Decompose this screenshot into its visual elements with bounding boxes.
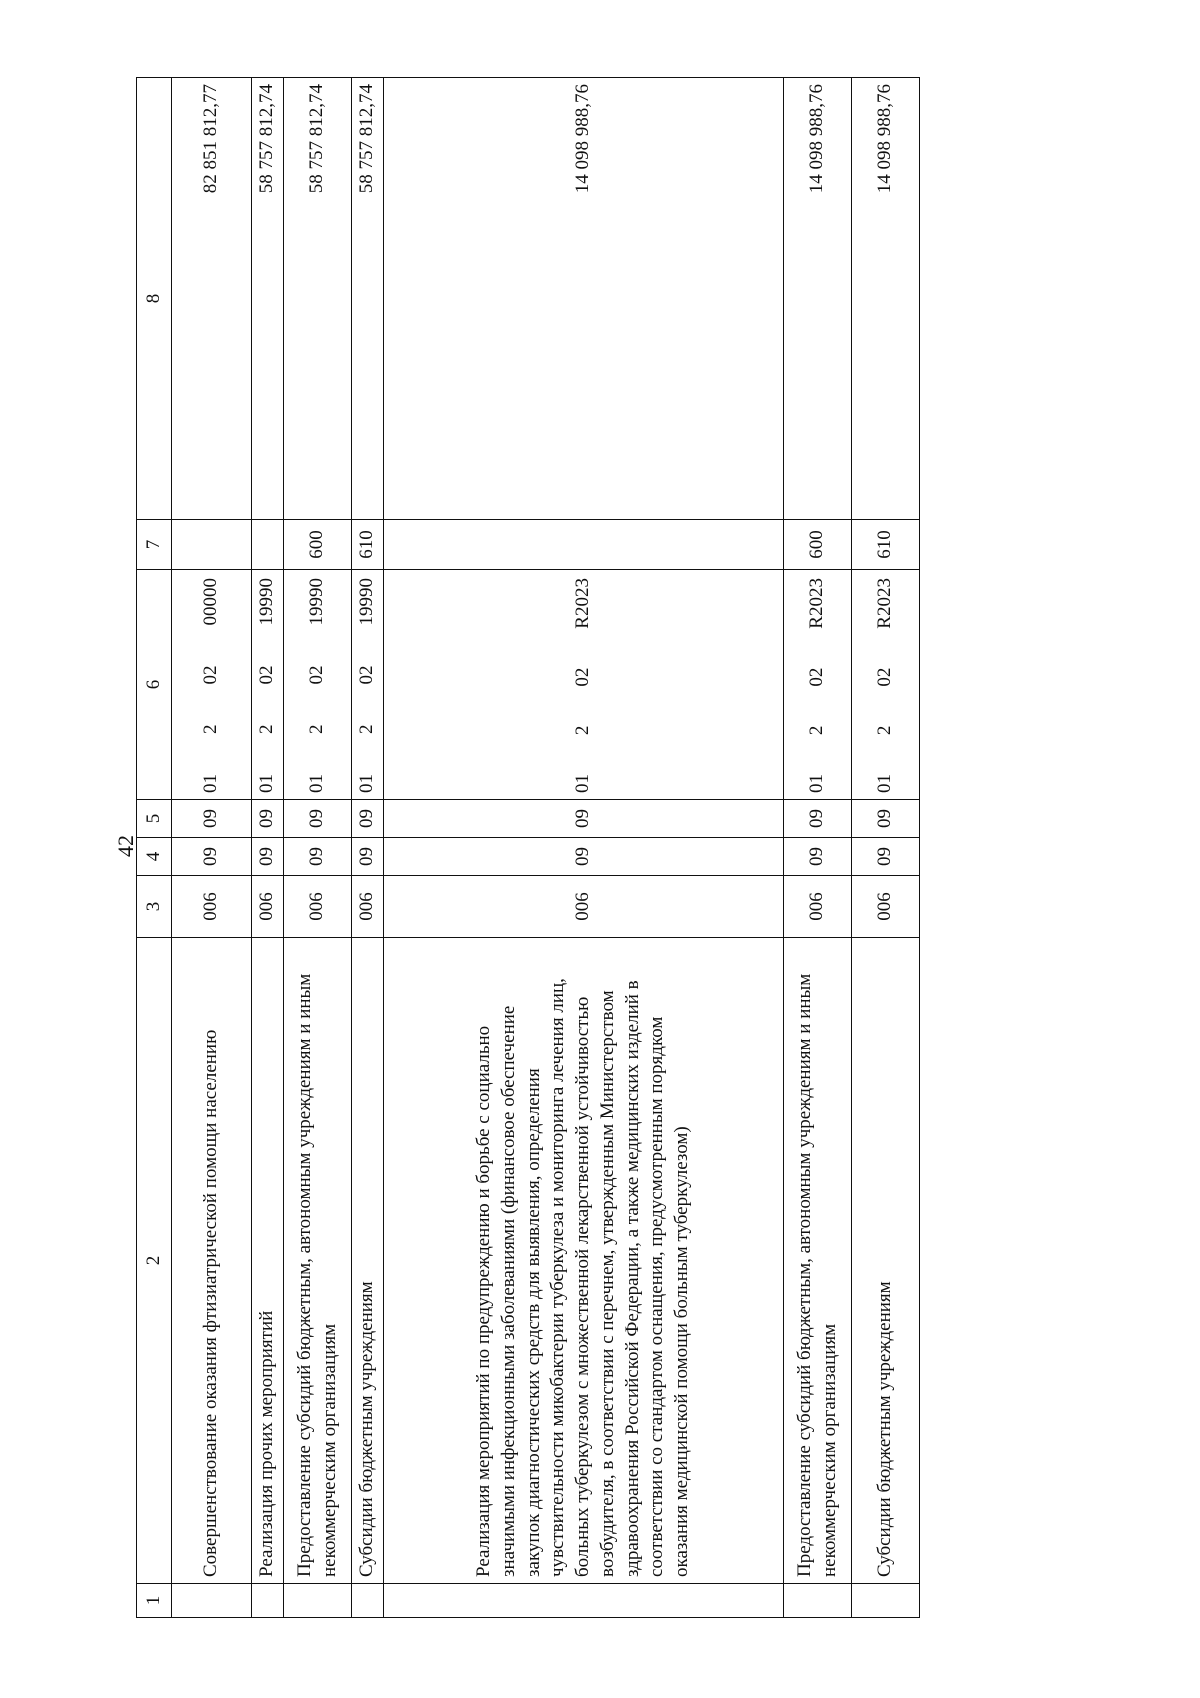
csr-subprogram: 2 xyxy=(356,724,378,734)
csr-subprogram: 2 xyxy=(306,724,328,734)
csr-activity: 02 xyxy=(356,665,378,685)
csr-program: 01 xyxy=(200,774,222,793)
row-number-cell xyxy=(252,1584,284,1618)
csr-activity: 02 xyxy=(200,665,222,685)
table-row xyxy=(384,78,784,1618)
amount-cell: 58 757 812,74 xyxy=(252,78,284,520)
budget-table xyxy=(136,77,920,1618)
table-row xyxy=(784,78,852,1618)
csr-subprogram: 2 xyxy=(874,725,896,736)
item-name-cell: Реализация прочих мероприятий xyxy=(252,938,284,1584)
section-cell: 09 xyxy=(784,838,852,876)
target-article-cell xyxy=(172,570,252,800)
csr-direction: 00000 xyxy=(200,578,222,626)
header-col-3: 3 xyxy=(137,876,172,938)
item-name-cell: Реализация мероприятий по предупреждению и борьбе с социально значимыми инфекционными заболеваниями (финансовое обеспечение закупок диагностических средств для выявления, определения чувствительности микобактерии туберкулеза и мониторинга лечения лиц, больных туберкулезом с множественной лекарственной устойчивостью возбудителя, в соответствии с перечнем, утвержденным Министерством здравоохранения Российской Федерации, а также медицинских изделий в соответствии со стандартом оснащения, предусмотренным порядком оказания медицинской помощи больным туберкулезом) xyxy=(384,938,784,1584)
amount-cell: 82 851 812,77 xyxy=(172,78,252,520)
target-article-cell xyxy=(352,570,384,800)
target-article-cell xyxy=(252,570,284,800)
amount-cell: 14 098 988,76 xyxy=(852,78,920,520)
grbs-cell: 006 xyxy=(352,876,384,938)
expense-type-cell xyxy=(172,520,252,570)
grbs-cell: 006 xyxy=(284,876,352,938)
section-cell: 09 xyxy=(384,838,784,876)
grbs-cell: 006 xyxy=(252,876,284,938)
budget-table-container xyxy=(136,78,920,1618)
subsection-cell: 09 xyxy=(784,800,852,838)
csr-program: 01 xyxy=(806,774,828,793)
csr-program: 01 xyxy=(874,774,896,793)
item-name-cell: Предоставление субсидий бюджетным, автономным учреждениям и иным некоммерческим организациям xyxy=(284,938,352,1584)
csr-activity: 02 xyxy=(572,667,594,687)
section-cell: 09 xyxy=(172,838,252,876)
row-number-cell xyxy=(352,1584,384,1618)
item-name-cell: Субсидии бюджетным учреждениям xyxy=(852,938,920,1584)
csr-activity: 02 xyxy=(874,667,896,687)
section-cell: 09 xyxy=(284,838,352,876)
csr-direction: R2023 xyxy=(874,578,896,629)
item-name-cell: Предоставление субсидий бюджетным, автономным учреждениям и иным некоммерческим организациям xyxy=(784,938,852,1584)
expense-type-cell: 600 xyxy=(784,520,852,570)
grbs-cell: 006 xyxy=(384,876,784,938)
expense-type-cell xyxy=(252,520,284,570)
header-col-4: 4 xyxy=(137,838,172,876)
expense-type-cell: 610 xyxy=(352,520,384,570)
csr-subprogram: 2 xyxy=(572,725,594,736)
csr-activity: 02 xyxy=(256,665,278,685)
subsection-cell: 09 xyxy=(352,800,384,838)
grbs-cell: 006 xyxy=(784,876,852,938)
csr-subprogram: 2 xyxy=(200,724,222,734)
csr-program: 01 xyxy=(356,774,378,793)
header-col-5: 5 xyxy=(137,800,172,838)
csr-program: 01 xyxy=(572,774,594,793)
section-cell: 09 xyxy=(352,838,384,876)
table-row xyxy=(852,78,920,1618)
expense-type-cell: 600 xyxy=(284,520,352,570)
grbs-cell: 006 xyxy=(172,876,252,938)
target-article-cell xyxy=(852,570,920,800)
header-row xyxy=(137,78,172,1618)
csr-subprogram: 2 xyxy=(256,724,278,734)
subsection-cell: 09 xyxy=(852,800,920,838)
csr-direction: R2023 xyxy=(572,578,594,629)
row-number-cell xyxy=(784,1584,852,1618)
header-col-2: 2 xyxy=(137,938,172,1584)
target-article-cell xyxy=(384,570,784,800)
csr-program: 01 xyxy=(306,774,328,793)
table-row xyxy=(172,78,252,1618)
csr-activity: 02 xyxy=(306,665,328,685)
table-row xyxy=(352,78,384,1618)
expense-type-cell xyxy=(384,520,784,570)
row-number-cell xyxy=(284,1584,352,1618)
header-col-1: 1 xyxy=(137,1584,172,1618)
csr-direction: 19990 xyxy=(256,578,278,626)
page-number: 42 xyxy=(113,835,138,857)
amount-cell: 14 098 988,76 xyxy=(784,78,852,520)
header-col-7: 7 xyxy=(137,520,172,570)
csr-activity: 02 xyxy=(806,667,828,687)
subsection-cell: 09 xyxy=(252,800,284,838)
item-name-cell: Субсидии бюджетным учреждениям xyxy=(352,938,384,1584)
table-row xyxy=(284,78,352,1618)
target-article-cell xyxy=(284,570,352,800)
csr-program: 01 xyxy=(256,774,278,793)
table-rotation-wrapper xyxy=(136,78,920,1618)
section-cell: 09 xyxy=(252,838,284,876)
row-number-cell xyxy=(384,1584,784,1618)
subsection-cell: 09 xyxy=(172,800,252,838)
csr-direction: 19990 xyxy=(356,578,378,626)
section-cell: 09 xyxy=(852,838,920,876)
row-number-cell xyxy=(172,1584,252,1618)
row-number-cell xyxy=(852,1584,920,1618)
target-article-cell xyxy=(784,570,852,800)
subsection-cell: 09 xyxy=(384,800,784,838)
table-row xyxy=(252,78,284,1618)
amount-cell: 14 098 988,76 xyxy=(384,78,784,520)
amount-cell: 58 757 812,74 xyxy=(284,78,352,520)
item-name-cell: Совершенствование оказания фтизиатрической помощи населению xyxy=(172,938,252,1584)
subsection-cell: 09 xyxy=(284,800,352,838)
csr-subprogram: 2 xyxy=(806,725,828,736)
header-col-8: 8 xyxy=(137,78,172,520)
header-col-6: 6 xyxy=(137,570,172,800)
csr-direction: 19990 xyxy=(306,578,328,626)
csr-direction: R2023 xyxy=(806,578,828,629)
grbs-cell: 006 xyxy=(852,876,920,938)
expense-type-cell: 610 xyxy=(852,520,920,570)
amount-cell: 58 757 812,74 xyxy=(352,78,384,520)
